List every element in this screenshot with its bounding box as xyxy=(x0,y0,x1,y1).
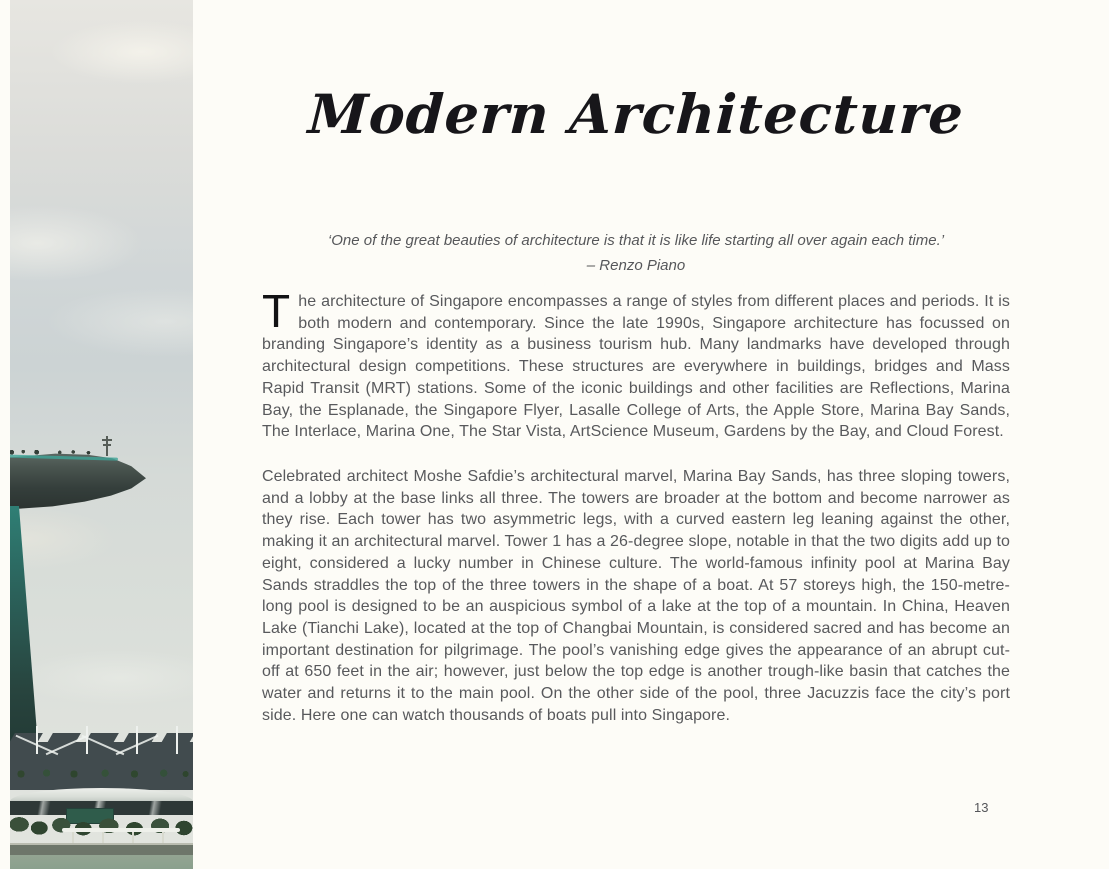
epigraph-quote xyxy=(262,228,1010,278)
page-number: 13 xyxy=(974,800,989,815)
paragraph-1-text: he architecture of Singapore encompasses a range of styles from different places and periods. It is both modern and contemporary. Since the late 1990s, Singapore architecture has focussed on branding Singapore’s identity as a business tourism hub. Many landmarks have developed through architectural design competitions. These structures are everywhere in buildings, bridges and Mass Rapid Transit (MRT) stations. Some of the iconic buildings and other facilities are Reflections, Marina Bay, the Esplanade, the Singapore Flyer, Lasalle College of Arts, the Apple Store, Marina Bay Sands, The Interlace, Marina One, The Star Vista, ArtScience Museum, Gardens by the Bay, and Cloud Forest. xyxy=(262,293,1010,441)
skypark-boat-shape xyxy=(10,450,146,510)
bay-water xyxy=(10,855,193,869)
page-title: Modern Architecture xyxy=(306,82,966,146)
skypark-mast xyxy=(106,436,108,456)
paragraph-1 xyxy=(262,285,1010,443)
quote-attribution: – Renzo Piano xyxy=(586,257,686,274)
drop-cap: T xyxy=(262,285,291,337)
page-content xyxy=(262,0,1010,869)
roof-mast xyxy=(136,726,138,754)
marina-bay-sands-photo xyxy=(10,0,193,869)
quote-text: ‘One of the great beauties of architecture is that it is like life starting all over again each time.’ xyxy=(327,232,945,249)
roof-mast xyxy=(36,726,38,754)
roof-mast xyxy=(86,726,88,754)
terrace-trees xyxy=(10,764,193,784)
roof-mast xyxy=(176,726,178,754)
waterfront-building-roof xyxy=(10,742,193,790)
paragraph-2: Celebrated architect Moshe Safdie’s architectural marvel, Marina Bay Sands, has three sloping towers, and a lobby at the base links all three. The towers are broader at the bottom and become narrower as they rise. Each tower has two asymmetric legs, with a curved eastern leg leaning against the other, making it an architectural marvel. Tower 1 has a 26-degree slope, notable in that the two digits add up to eight, considered a lucky number in Chinese culture. The world-famous infinity pool at Marina Bay Sands straddles the top of the three towers in the shape of a boat. At 57 storeys high, the 150-metre-long pool is designed to be an auspicious symbol of a lake at the top of a mountain. In China, Heaven Lake (Tianchi Lake), located at the top of Changbai Mountain, is considered sacred and has become an important destination for pilgrimage. The pool’s vanishing edge gives the appearance of an abrupt cut-off at 650 feet in the air; however, just below the top edge is another trough-like basin that catches the water and returns it to the main pool. On the other side of the pool, three Jacuzzis face the city’s port side. Here one can watch thousands of boats pull into Singapore. xyxy=(262,468,1010,724)
